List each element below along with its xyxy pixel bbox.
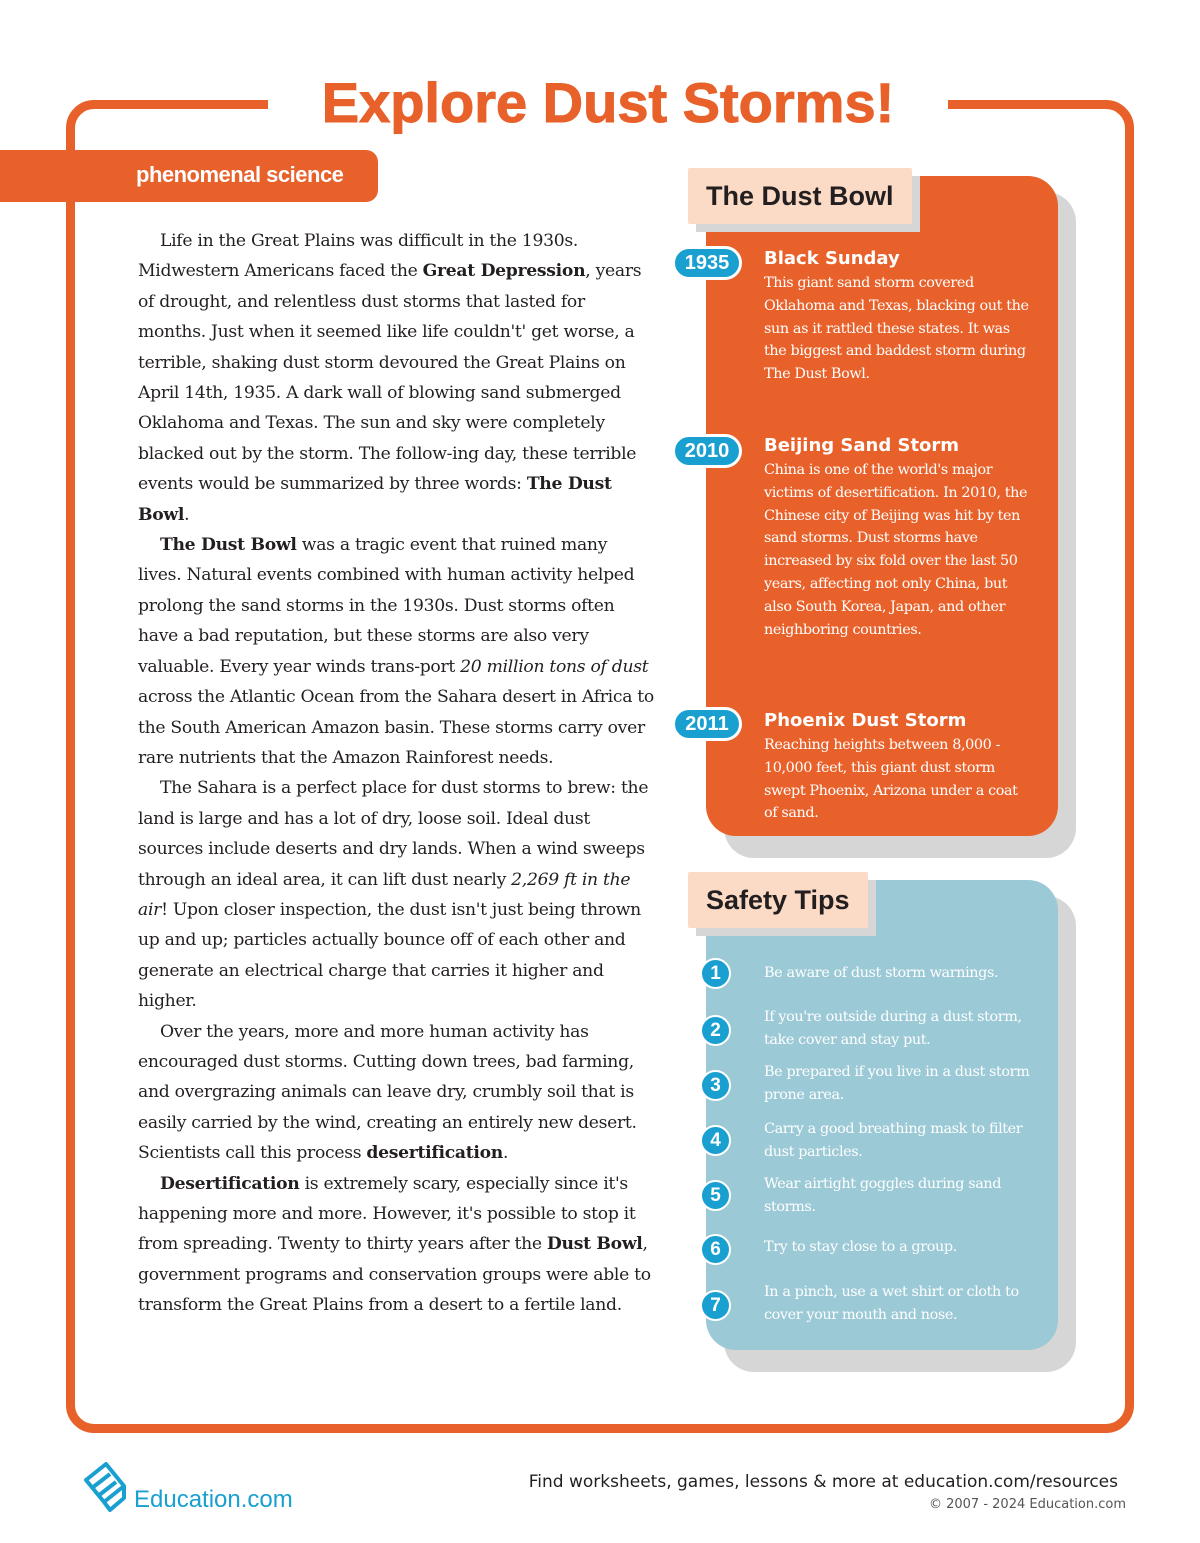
tip-text: Be aware of dust storm warnings.	[764, 965, 999, 981]
article-paragraph	[138, 1169, 654, 1321]
text-run: .	[502, 1143, 509, 1164]
event-beijing	[764, 435, 1034, 641]
event-title: Beijing Sand Storm	[764, 435, 960, 456]
tip-number: 5	[700, 1180, 731, 1211]
text-run: .	[184, 504, 190, 525]
article-body	[138, 226, 654, 1321]
italic-phrase: 2,269 ft in the air	[138, 869, 631, 920]
tip-text: Wear airtight goggles during sand storms.	[764, 1176, 1002, 1215]
tip-number: 6	[700, 1234, 731, 1265]
pencil-logo-icon	[80, 1458, 132, 1514]
page-title: Explore Dust Storms!	[321, 71, 895, 134]
italic-phrase: 20 million tons of dust	[460, 656, 649, 677]
event-body: This giant sand storm covered Oklahoma and Texas, blacking out the sun as it rattled these states. It was the biggest and baddest storm during The Dust Bowl.	[764, 275, 1029, 383]
text-run: Over the years, more and more human activity has encouraged dust storms. Cutting down trees, bad farming, and overgrazing animals can leave dry, crumbly soil that is easily carried by the wind, creating an entirely new desert. Scientists call this process	[138, 1021, 637, 1164]
text-run: The Sahara is a perfect place for dust storms to brew: the land is large and has a lot of dry, loose soil. Ideal dust sources include deserts and dry lands. When a wind sweeps through an ideal area, it can lift dust nearly	[138, 778, 649, 890]
tip-text: If you're outside during a dust storm, take cover and stay put.	[764, 1009, 1022, 1048]
text-run: ! Upon closer inspection, the dust isn't just being thrown up and up; particles actually bounce off of each other and generate an electrical charge that carries it higher and higher.	[138, 899, 641, 1012]
text-run: across the Atlantic Ocean from the Sahara desert in Africa to the South American Amazon basin. These storms carry over rare nutrients that the Amazon Rainforest needs.	[138, 687, 654, 768]
event-title: Phoenix Dust Storm	[764, 710, 967, 731]
article-paragraph	[138, 773, 654, 1016]
event-title: Black Sunday	[764, 248, 900, 269]
text-run: Life in the Great Plains was difficult in the 1930s. Midwestern Americans faced the	[138, 231, 579, 282]
safety-tips-label: Safety Tips	[688, 872, 868, 928]
event-black-sunday	[764, 248, 1034, 386]
event-body: China is one of the world's major victims of desertification. In 2010, the Chinese city of Beijing was hit by ten sand storms. Dust storms have increased by six fold over the last 50 years, affecting not only China, but also South Korea, Japan, and other neighboring countries.	[764, 462, 1028, 638]
education-logo[interactable]	[80, 1458, 310, 1518]
year-badge: 2010	[672, 434, 742, 468]
category-tag	[0, 150, 378, 202]
year-badge: 2011	[672, 707, 742, 741]
tip-number: 2	[700, 1015, 731, 1046]
tip-number: 1	[700, 958, 731, 989]
tip-text: Be prepared if you live in a dust storm prone area.	[764, 1064, 1030, 1103]
footer-tagline[interactable]: Find worksheets, games, lessons & more at education.com/resources	[528, 1472, 1118, 1492]
bold-term: Great Depression	[422, 261, 586, 282]
bold-term: Desertification	[160, 1173, 300, 1194]
tip-number: 7	[700, 1290, 731, 1321]
tip-number: 3	[700, 1070, 731, 1101]
bold-term: The Dust Bowl	[160, 535, 297, 556]
logo-text: Education.com	[134, 1486, 293, 1513]
bold-term: The Dust Bowl	[138, 474, 612, 525]
text-run: , government programs and conservation groups were able to transform the Great Plains from a desert to a fertile land.	[138, 1234, 651, 1316]
text-run: was a tragic event that ruined many lives. Natural events combined with human activity helped prolong the sand storms in the 1930s. Dust storms often have a bad reputation, but these storms are also very valuable. Every year winds trans-port	[138, 535, 635, 677]
tip-text: Carry a good breathing mask to filter dust particles.	[764, 1121, 1023, 1160]
article-paragraph	[138, 226, 654, 530]
article-paragraph	[138, 1017, 654, 1169]
event-body: Reaching heights between 8,000 - 10,000 feet, this giant dust storm swept Phoenix, Arizona under a coat of sand.	[764, 737, 1018, 822]
article-paragraph	[138, 530, 654, 773]
dust-bowl-label: The Dust Bowl	[688, 168, 912, 224]
bold-term: desertification	[366, 1143, 503, 1164]
year-badge: 1935	[672, 246, 742, 280]
footer-copyright: © 2007 - 2024 Education.com	[928, 1497, 1126, 1512]
category-tag-label: phenomenal science	[136, 162, 344, 187]
bold-term: Dust Bowl	[546, 1234, 643, 1255]
tip-text: Try to stay close to a group.	[764, 1239, 957, 1255]
text-run: , years of drought, and relentless dust storms that lasted for months. Just when it seemed like life couldn't' get worse, a terrible, shaking dust storm devoured the Great Plains on April 14th, 1935. A dark wall of blowing sand submerged Oklahoma and Texas. The sun and sky were completely blacked out by the storm. The follow-ing day, these terrible events would be summarized by three words:	[138, 261, 642, 495]
safety-tips-panel	[706, 880, 1058, 1350]
event-phoenix	[764, 710, 1034, 825]
tip-text: In a pinch, use a wet shirt or cloth to cover your mouth and nose.	[764, 1284, 1019, 1323]
text-run: is extremely scary, especially since it's happening more and more. However, it's possible to stop it from spreading. Twenty to thirty years after the	[138, 1173, 636, 1255]
title-banner	[268, 68, 948, 138]
tip-number: 4	[700, 1125, 731, 1156]
